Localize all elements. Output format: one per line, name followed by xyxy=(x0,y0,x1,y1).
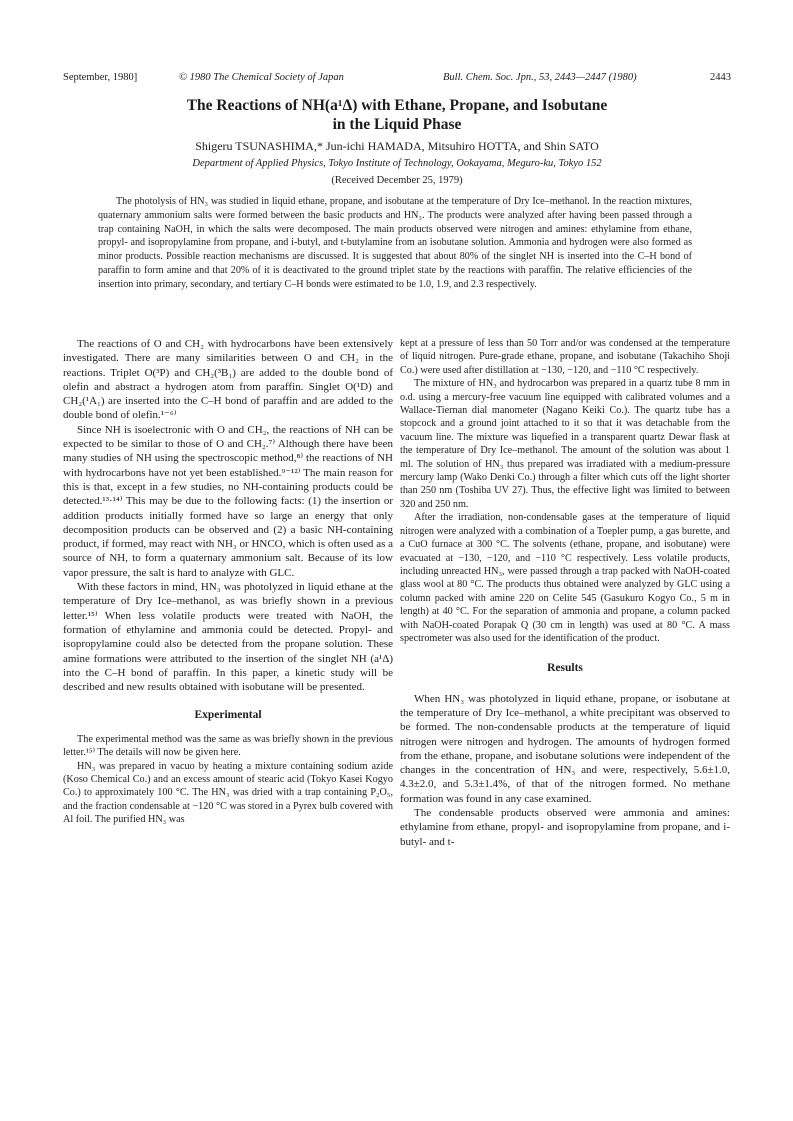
issue-date: September, 1980] xyxy=(63,72,138,83)
intro-paragraph-2: Since NH is isoelectronic with O and CH₂, the reactions of NH can be expected to be similar to those of O and CH₂.⁷⁾ Although there have been many studies of NH using the spectroscopic method,⁸⁾ the reactions of NH with hydrocarbons have not yet been established.⁹⁻¹²⁾ The main reason for this is that, except in a few studies, no NH-containing products could be detected.¹³·¹⁴⁾ This may be due to the following facts: (1) the insertion or addition products initially formed have so large an energy that only decomposition products can be observed and (2) a basic NH-containing product, if formed, may react with NH₃ or HNCO, which is often used as a source of NH, to form a quaternary ammonium salt. Because of its low vapor pressure, the salt is hard to analyze with GLC. xyxy=(63,423,393,579)
results-paragraph-2: The condensable products observed were ammonia and amines: ethylamine from ethane, propyl- and isopropylamine from propane, and i-butyl- and t- xyxy=(400,807,730,848)
experimental-paragraph-4: The mixture of HN₃ and hydrocarbon was prepared in a quartz tube 8 mm in o.d. using a mercury-free vacuum line equipped with calibrated volumes and a Wallace-Tiernan dial manometer (Nagano Keiki Co.). The quartz tube has a stopcock and a ground joint attached to it so that it was detachable from the vacuum line. The mixture was liquefied in a transparent quartz Dewar flask at the temperature of Dry Ice–methanol. The amount of the solution was about 1 ml. The solution of HN₃ thus prepared was irradiated with a medium-pressure mercury lamp (Wako Denki Co.) through a filter which cuts off the light shorter than 250 nm (Toshiba UV 27). Thus, the effective light was limited to between 320 and 250 nm. xyxy=(400,378,730,510)
experimental-paragraph-2: HN₃ was prepared in vacuo by heating a mixture containing sodium azide (Koso Chemical Co.) and an excess amount of stearic acid (Tokyo Kasei Kogyo Co.) to approximately 100 °C. The HN₃ was dried with a trap containing P₂O₅, and the fraction condensable at −120 °C was stored in a Pyrex bulb covered with Al foil. The purified HN₃ was xyxy=(63,760,393,826)
received-date: (Received December 25, 1979) xyxy=(331,175,463,186)
article-title xyxy=(60,96,734,134)
left-column xyxy=(63,337,393,827)
affiliation: Department of Applied Physics, Tokyo Institute of Technology, Ookayama, Meguro-ku, Tokyo 152 xyxy=(192,158,602,169)
copyright-notice: © 1980 The Chemical Society of Japan xyxy=(179,72,344,83)
intro-paragraph-3: With these factors in mind, HN₃ was photolyzed in liquid ethane at the temperature of Dry Ice–methanol, as was briefly shown in a previous letter.¹⁵⁾ When less volatile products were treated with NaOH, the formation of ethylamine and ammonia could be detected. Propyl- and isopropylamine could also be detected from the propane solution. These amine formations were attributed to the insertion of the singlet NH (a¹Δ) into the C–H bond of paraffin. In this paper, a kinetic study will be described and new results obtained with isobutane will be presented. xyxy=(63,581,393,694)
title-line-2: in the Liquid Phase xyxy=(332,116,462,133)
results-paragraph-1: When HN₃ was photolyzed in liquid ethane, propane, or isobutane at the temperature of Dry Ice–methanol, a white precipitant was observed to be formed. The non-condensable products at the temperature of liquid nitrogen were nitrogen and hydrogen. The amounts of hydrogen formed from the ethane, propane, and isobutane solutions were independent of the changes in the concentration of HN₃ and were, respectively, 5.6±1.0, 4.3±2.0, and 5.3±1.4%, of that of the nitrogen formed. No methane formation was found in any case examined. xyxy=(400,692,730,805)
abstract: The photolysis of HN₃ was studied in liquid ethane, propane, and isobutane at the temperature of Dry Ice–methanol. In the reaction mixtures, quaternary ammonium salts were formed between the basic products and HN₃. The products were analyzed after having been passed through a trap containing NaOH, in which the salts were decomposed. The main products observed were nitrogen and amines: ethylamine from ethane, propyl- and isopropylamine from propane, and i-butyl, and t-butylamine from an isobutane solution. Ammonia and hydrogen were also formed as minor products. Possible reaction mechanisms are discussed. It is suggested that about 80% of the singlet NH is inserted into the C–H bond of paraffin to form amine and that 20% of it is deactivated to the ground triplet state by the reactions with paraffin. The relative efficiencies of the insertion into primary, secondary, and tertiary C–H bonds were estimated to be 1.0, 1.9, and 2.3 respectively. xyxy=(98,196,692,290)
intro-paragraph-1: The reactions of O and CH₂ with hydrocarbons have been extensively investigated. There are many similarities between O and CH₂ in the reactions. Triplet O(³P) and CH₂(³B₁) are added to the double bond of olefin and abstract a hydrogen atom from paraffin. Singlet O(¹D) and CH₂(¹A₁) are inserted into the C–H bond of paraffin and are added to the double bond of olefin.¹⁻⁶⁾ xyxy=(63,338,393,422)
experimental-paragraph-1: The experimental method was the same as was briefly shown in the previous letter.¹⁵⁾ The details will now be given here. xyxy=(63,733,393,759)
title-line-1: The Reactions of NH(a¹Δ) with Ethane, Propane, and Isobutane xyxy=(186,97,608,114)
experimental-heading: Experimental xyxy=(194,709,262,722)
experimental-paragraph-3: kept at a pressure of less than 50 Torr and/or was condensed at the temperature of liquid nitrogen. Pure-grade ethane, propane, and isobutane (Takachiho Shoji Co.) were used after distillation at −130, −120, and −110 °C respectively. xyxy=(400,338,730,376)
right-column xyxy=(400,337,730,849)
running-header xyxy=(63,70,731,86)
experimental-paragraph-5: After the irradiation, non-condensable gases at the temperature of liquid nitrogen were analyzed with a combination of a Toepler pump, a gas burette, and a CuO furnace at 300 °C. The solvents (ethane, propane, and isobutane) were evacuated at −130, −120, and −110 °C respectively. Less volatile products, including unreacted HN₃, were passed through a trap packed with NaOH-coated glass wool at 80 °C. The products thus obtained were analyzed by GLC using a column packed with amine 220 on Celite 545 (Gasukuro Kogyo Co., 5 m in length) at 40 °C. For the separation of ammonia and propane, a column packed with NaOH-coated Porapak Q (30 cm in length) was used at 80 °C. A mass spectrometer was also used for the identification of the product. xyxy=(400,512,730,644)
results-heading: Results xyxy=(547,662,583,675)
author-list: Shigeru TSUNASHIMA,* Jun-ichi HAMADA, Mitsuhiro HOTTA, and Shin SATO xyxy=(195,139,599,153)
journal-citation: Bull. Chem. Soc. Jpn., 53, 2443—2447 (1980) xyxy=(443,72,637,83)
page-number: 2443 xyxy=(710,72,731,83)
